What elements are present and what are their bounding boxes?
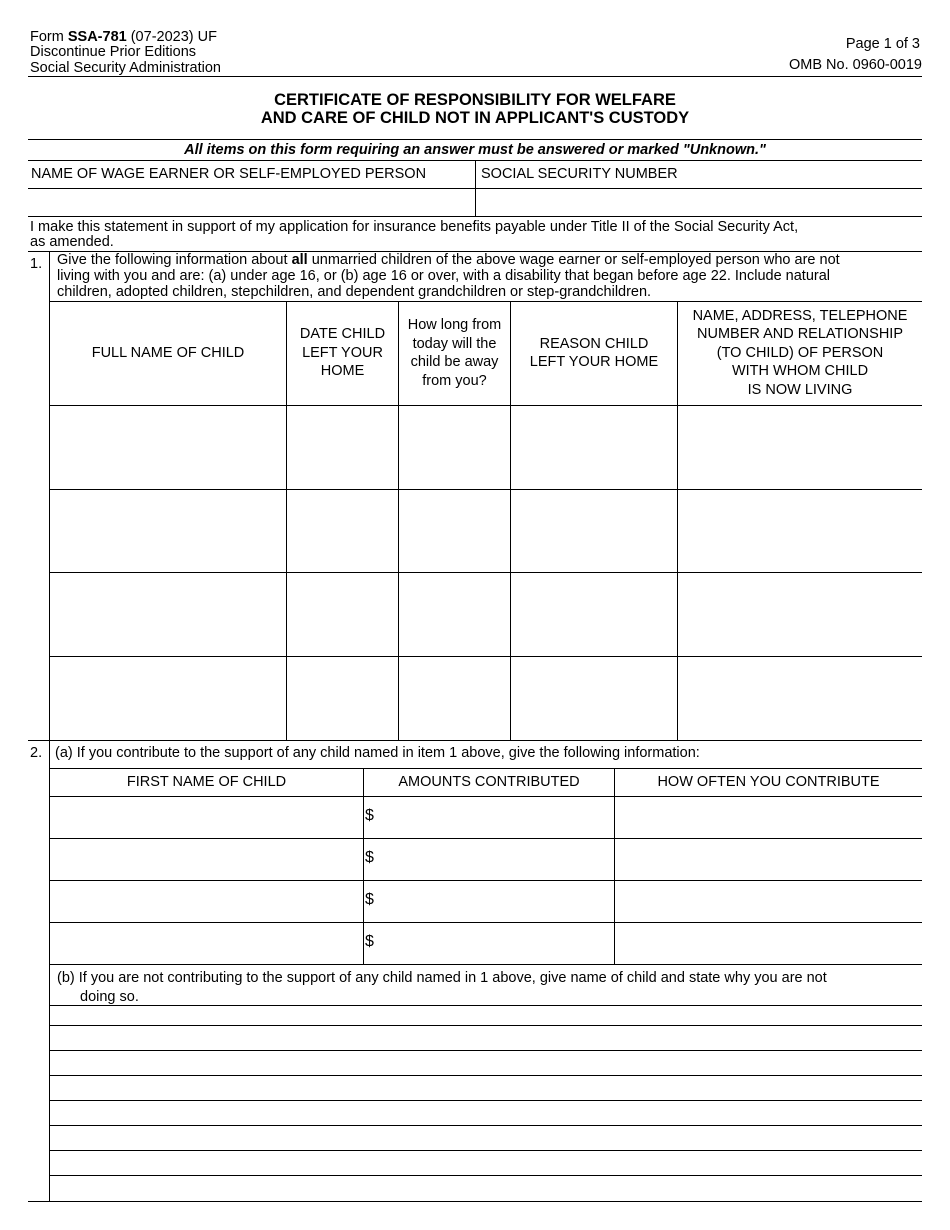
reason-input[interactable] bbox=[511, 573, 677, 656]
how-often-input[interactable] bbox=[615, 839, 922, 880]
explanation-line-input[interactable] bbox=[50, 1051, 922, 1075]
guardian-info-input[interactable] bbox=[678, 406, 922, 489]
table-row bbox=[50, 797, 922, 838]
reason-input[interactable] bbox=[511, 490, 677, 572]
title-line-1: CERTIFICATE OF RESPONSIBILITY FOR WELFARE bbox=[274, 91, 676, 109]
header-divider bbox=[28, 76, 922, 77]
item-2b-text-line-1: (b) If you are not contributing to the support of any child named in 1 above, give name of child and state why you are not bbox=[57, 970, 827, 986]
wage-earner-name-input[interactable] bbox=[29, 189, 474, 215]
how-often-input[interactable] bbox=[615, 881, 922, 922]
item-1-text-line-3: children, adopted children, stepchildren, and dependent grandchildren or step-grandchildren. bbox=[57, 284, 652, 300]
explanation-line-input[interactable] bbox=[50, 1101, 922, 1125]
how-long-input[interactable] bbox=[399, 657, 510, 740]
currency-symbol: $ bbox=[365, 807, 374, 824]
first-name-input[interactable] bbox=[50, 881, 363, 922]
child-name-input[interactable] bbox=[50, 406, 286, 489]
date-left-input[interactable] bbox=[287, 490, 398, 572]
date-left-input[interactable] bbox=[287, 573, 398, 656]
guardian-info-input[interactable] bbox=[678, 490, 922, 572]
explanation-line-input[interactable] bbox=[50, 1176, 922, 1200]
how-long-input[interactable] bbox=[399, 406, 510, 489]
page-number: Page 1 of 3 bbox=[845, 36, 920, 52]
item-1-number: 1. bbox=[30, 256, 43, 272]
instruction-text: All items on this form requiring an answer must be answered or marked "Unknown." bbox=[184, 142, 766, 158]
divider bbox=[28, 139, 922, 140]
first-name-input[interactable] bbox=[50, 923, 363, 964]
currency-symbol: $ bbox=[365, 933, 374, 950]
page-title bbox=[0, 91, 950, 127]
child-name-input[interactable] bbox=[50, 573, 286, 656]
child-name-input[interactable] bbox=[50, 490, 286, 572]
first-name-input[interactable] bbox=[50, 797, 363, 838]
currency-symbol: $ bbox=[365, 891, 374, 908]
how-long-input[interactable] bbox=[399, 490, 510, 572]
guardian-info-input[interactable] bbox=[678, 657, 922, 740]
amount-input[interactable] bbox=[378, 881, 614, 922]
amount-input[interactable] bbox=[378, 923, 614, 964]
column-header-how-often: HOW OFTEN YOU CONTRIBUTE bbox=[657, 773, 880, 790]
column-header-full-name: FULL NAME OF CHILD bbox=[91, 344, 245, 361]
date-left-input[interactable] bbox=[287, 406, 398, 489]
table-row bbox=[50, 490, 922, 572]
date-left-input[interactable] bbox=[287, 657, 398, 740]
guardian-info-input[interactable] bbox=[678, 573, 922, 656]
how-often-input[interactable] bbox=[615, 797, 922, 838]
statement-line-2: as amended. bbox=[30, 234, 114, 250]
ssn-input[interactable] bbox=[477, 189, 921, 215]
explanation-line-input[interactable] bbox=[50, 1076, 922, 1100]
table-row bbox=[50, 573, 922, 656]
column-header-reason: REASON CHILD LEFT YOUR HOME bbox=[529, 335, 659, 370]
first-name-input[interactable] bbox=[50, 839, 363, 880]
divider bbox=[28, 1201, 922, 1202]
discontinue-note: Discontinue Prior Editions bbox=[30, 44, 197, 60]
explanation-line-input[interactable] bbox=[50, 1126, 922, 1150]
how-long-input[interactable] bbox=[399, 573, 510, 656]
divider bbox=[28, 740, 922, 741]
item-1-text-line-2: living with you and are: (a) under age 16, or (b) age 16 or over, with a disability that began before age 22. Include natural bbox=[57, 268, 831, 284]
explanation-line-input[interactable] bbox=[50, 1151, 922, 1175]
form-number: Form SSA-781 (07-2023) UF bbox=[30, 29, 217, 45]
ssn-label: SOCIAL SECURITY NUMBER bbox=[481, 166, 678, 182]
table-row bbox=[50, 839, 922, 880]
column-header-first-name: FIRST NAME OF CHILD bbox=[126, 773, 287, 790]
table-row bbox=[50, 406, 922, 489]
divider bbox=[28, 216, 922, 217]
how-often-input[interactable] bbox=[615, 923, 922, 964]
agency-name: Social Security Administration bbox=[30, 60, 221, 76]
reason-input[interactable] bbox=[511, 406, 677, 489]
item-2-number: 2. bbox=[30, 745, 43, 761]
item-2b-text-line-2: doing so. bbox=[80, 989, 139, 1005]
column-header-amounts: AMOUNTS CONTRIBUTED bbox=[398, 773, 580, 790]
column-header-date-left: DATE CHILD LEFT YOUR HOME bbox=[299, 326, 386, 380]
column-header-how-long: How long from today will the child be away from you? bbox=[407, 317, 502, 389]
reason-input[interactable] bbox=[511, 657, 677, 740]
child-name-input[interactable] bbox=[50, 657, 286, 740]
divider bbox=[49, 964, 922, 965]
explanation-line-input[interactable] bbox=[50, 1006, 922, 1025]
item-2a-text: (a) If you contribute to the support of any child named in item 1 above, give the following information: bbox=[55, 745, 700, 761]
explanation-line-input[interactable] bbox=[50, 1026, 922, 1050]
currency-symbol: $ bbox=[365, 849, 374, 866]
amount-input[interactable] bbox=[378, 797, 614, 838]
table-row bbox=[50, 657, 922, 740]
omb-number: OMB No. 0960-0019 bbox=[789, 57, 922, 73]
item-1-text-line-1: Give the following information about all unmarried children of the above wage earner or self-employed person who are not bbox=[57, 252, 840, 268]
statement-line-1: I make this statement in support of my application for insurance benefits payable under Title II of the Social Security Act, bbox=[30, 219, 799, 235]
table-row bbox=[50, 881, 922, 922]
wage-earner-label: NAME OF WAGE EARNER OR SELF-EMPLOYED PERSON bbox=[31, 166, 427, 182]
title-line-2: AND CARE OF CHILD NOT IN APPLICANT'S CUSTODY bbox=[260, 109, 690, 127]
column-header-guardian-info: NAME, ADDRESS, TELEPHONE NUMBER AND RELATIONSHIP (TO CHILD) OF PERSON WITH WHOM CHILD IS NOW LIVING bbox=[692, 307, 908, 398]
table-row bbox=[50, 923, 922, 964]
amount-input[interactable] bbox=[378, 839, 614, 880]
